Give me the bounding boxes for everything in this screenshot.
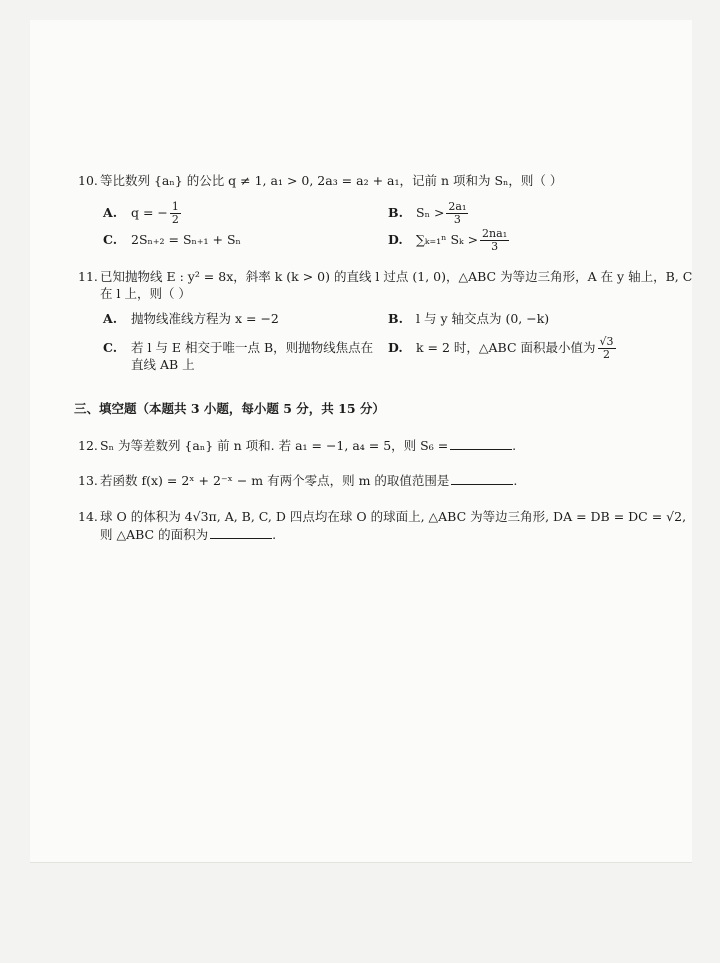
question-14-line1 — [78, 508, 686, 526]
fraction-denominator: 3 — [491, 240, 499, 253]
question-13 — [78, 472, 517, 490]
q11-option-d-text: k = 2 时，△ABC 面积最小值为 — [416, 340, 596, 355]
question-11-text-line2: 在 l 上，则（ ） — [100, 286, 191, 301]
q10-option-d — [388, 228, 511, 253]
q10-option-c — [103, 231, 241, 249]
fraction-numerator: 2na₁ — [482, 227, 508, 240]
fraction-numerator: √3 — [599, 335, 614, 348]
q11-option-c — [103, 339, 373, 357]
question-12-number: 12. — [78, 438, 98, 453]
q11-option-c-text-line1: 若 l 与 E 相交于唯一点 B，则抛物线焦点在 — [131, 340, 374, 355]
q11-option-c-label: C. — [103, 340, 118, 355]
question-11-stem-line2 — [100, 285, 191, 303]
q10-option-d-label: D. — [388, 232, 403, 247]
question-11-stem — [78, 268, 692, 286]
q11-option-d-fraction — [598, 336, 616, 361]
question-14-text-line1: 球 O 的体积为 4√3π, A, B, C, D 四点均在球 O 的球面上, △ABC 为等边三角形, DA = DB = DC = √2, — [100, 509, 687, 524]
fraction-numerator: 2a₁ — [448, 200, 467, 213]
q10-option-a-label: A. — [103, 205, 118, 220]
q11-option-d — [388, 336, 618, 361]
question-12-text: Sₙ 为等差数列 {aₙ} 前 n 项和. 若 a₁ = −1, a₄ = 5，则 S₆ = — [100, 438, 449, 453]
fraction-numerator: 1 — [171, 200, 179, 213]
q11-option-b-label: B. — [388, 311, 403, 326]
question-11-text-line1: 已知抛物线 E : y² = 8x，斜率 k (k > 0) 的直线 l 过点 (1, 0)，△ABC 为等边三角形，A 在 y 轴上，B, C — [100, 269, 693, 284]
fraction-denominator: 3 — [453, 213, 461, 226]
q10-option-b — [388, 201, 470, 226]
question-14-text-line2: 则 △ABC 的面积为 — [100, 527, 209, 542]
q10-option-b-label: B. — [388, 205, 403, 220]
q11-option-b — [388, 310, 549, 328]
question-10-number: 10. — [78, 173, 98, 188]
question-10-text: 等比数列 {aₙ} 的公比 q ≠ 1, a₁ > 0, 2a₃ = a₂ + a₁，记前 n 项和为 Sₙ，则（ ） — [100, 173, 563, 188]
fraction-denominator: 2 — [171, 213, 179, 226]
section-3-heading: 三、填空题（本题共 3 小题，每小题 5 分，共 15 分） — [74, 401, 385, 416]
q11-option-a-label: A. — [103, 311, 118, 326]
q11-option-a-text: 抛物线准线方程为 x = −2 — [131, 311, 279, 326]
q10-option-d-fraction — [480, 228, 509, 253]
answer-blank-13 — [451, 472, 513, 485]
q11-option-d-label: D. — [388, 340, 403, 355]
question-14-number: 14. — [78, 509, 98, 524]
q10-option-a — [103, 201, 183, 226]
q11-option-b-text: l 与 y 轴交点为 (0, −k) — [416, 311, 550, 326]
question-12-end: . — [512, 438, 517, 453]
q10-option-c-label: C. — [103, 232, 118, 247]
question-13-end: . — [513, 473, 518, 488]
answer-blank-14 — [210, 526, 272, 539]
q10-option-c-text: 2Sₙ₊₂ = Sₙ₊₁ + Sₙ — [131, 232, 241, 247]
q10-option-b-fraction — [446, 201, 468, 226]
answer-blank-12 — [450, 437, 512, 450]
paper-bottom-edge — [30, 862, 692, 863]
q10-option-a-fraction — [170, 201, 181, 226]
question-10-stem — [78, 172, 562, 190]
question-14-end: . — [272, 527, 277, 542]
question-12 — [78, 437, 516, 455]
fraction-denominator: 2 — [603, 348, 611, 361]
question-11-number: 11. — [78, 269, 98, 284]
question-14-line2 — [100, 526, 276, 544]
q10-option-d-text: ∑ₖ₌₁ⁿ Sₖ > — [416, 232, 479, 247]
q10-option-a-text: q = − — [131, 205, 168, 220]
q11-option-c-line2 — [131, 356, 195, 374]
q11-option-c-text-line2: 直线 AB 上 — [131, 357, 195, 372]
q10-option-b-text: Sₙ > — [416, 205, 445, 220]
q11-option-a — [103, 310, 279, 328]
question-13-text: 若函数 f(x) = 2ˣ + 2⁻ˣ − m 有两个零点，则 m 的取值范围是 — [100, 473, 450, 488]
question-13-number: 13. — [78, 473, 98, 488]
